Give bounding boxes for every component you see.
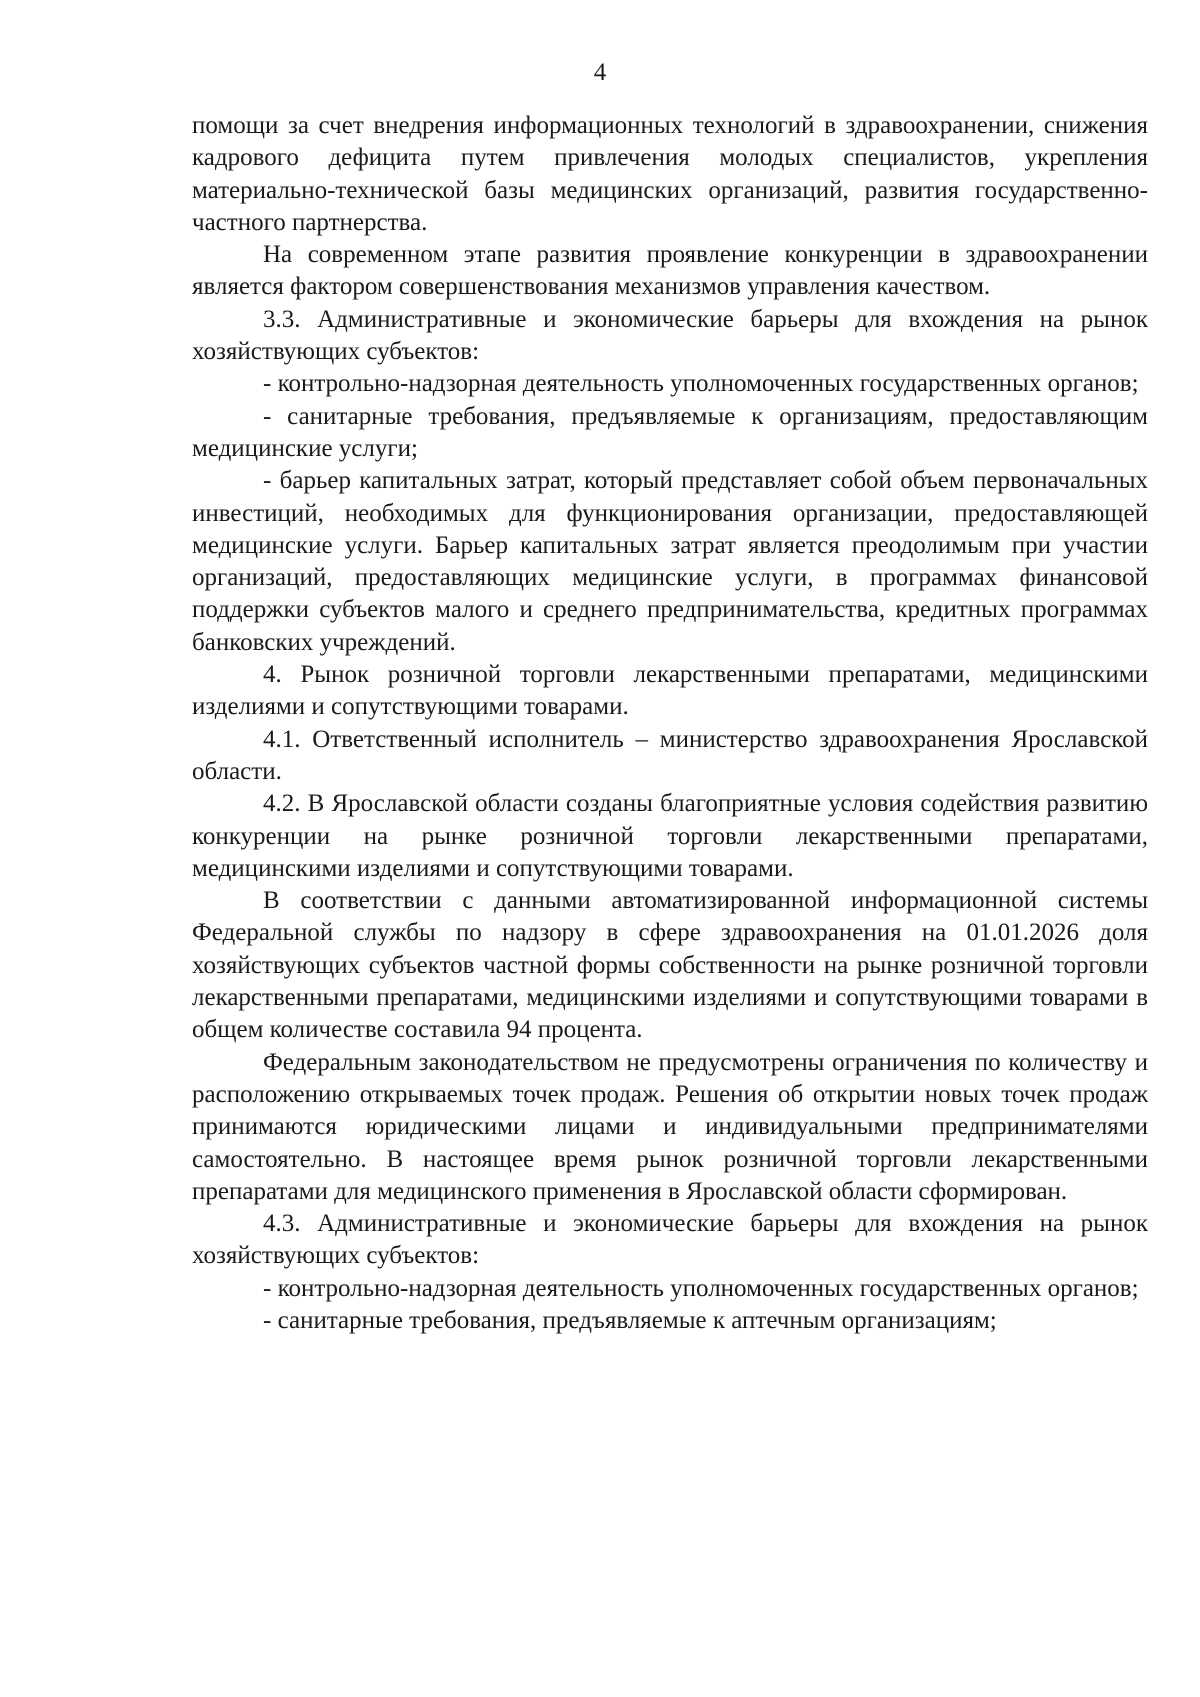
list-item: - санитарные требования, предъявляемые к аптечным организациям;: [263, 1306, 997, 1334]
document-body: [192, 110, 1148, 1337]
section-heading: 4. Рынок розничной торговли лекарственными препаратами, медицинскими изделиями и сопутствующими товарами.: [192, 661, 1148, 721]
paragraph: 4.2. В Ярославской области созданы благоприятные условия содействия развитию конкуренции на рынке розничной торговли лекарственными препаратами, медицинскими изделиями и сопутствующими товарами.: [192, 790, 1148, 882]
paragraph: 3.3. Административные и экономические барьеры для вхождения на рынок хозяйствующих субъектов:: [192, 305, 1148, 366]
paragraph: помощи за счет внедрения информационных технологий в здравоохранении, снижения кадрового дефицита путем привлечения молодых специалистов, укрепления материально-технической базы медицинских организаций, развития государственно-частного партнерства.: [192, 112, 1148, 236]
paragraph: На современном этапе развития проявление конкуренции в здравоохранении является фактором совершенствования механизмов управления качеством.: [192, 241, 1148, 301]
paragraph: Федеральным законодательством не предусмотрены ограничения по количеству и расположению открываемых точек продаж. Решения об открытии новых точек продаж принимаются юридическими лицами и индивидуальными предпринимателями самостоятельно. В настоящее время рынок розничной торговли лекарственными препаратами для медицинского применения в Ярославской области сформирован.: [192, 1048, 1148, 1205]
list-item: - контрольно-надзорная деятельность уполномоченных государственных органов;: [263, 1274, 1139, 1302]
page-number: 4: [593, 59, 607, 86]
paragraph: 4.1. Ответственный исполнитель – министерство здравоохранения Ярославской области.: [192, 725, 1148, 785]
paragraph: В соответствии с данными автоматизированной информационной системы Федеральной службы по надзору в сфере здравоохранения на 01.01.2026 доля хозяйствующих субъектов частной формы собственности на рынке розничной торговли лекарственными препаратами, медицинскими изделиями и сопутствующими товарами в общем количестве составила 94 процента.: [192, 887, 1148, 1044]
list-item: - барьер капитальных затрат, который представляет собой объем первоначальных инвестиций, необходимых для функционирования организации, предоставляющей медицинские услуги. Барьер капитальных затрат является преодолимым при участии организаций, предоставляющих медицинские услуги, в программах финансовой поддержки субъектов малого и среднего предпринимательства, кредитных программах банковских учреждений.: [192, 467, 1148, 656]
paragraph: 4.3. Административные и экономические барьеры для вхождения на рынок хозяйствующих субъектов:: [192, 1210, 1148, 1270]
list-item: - контрольно-надзорная деятельность уполномоченных государственных органов;: [263, 370, 1139, 398]
list-item: - санитарные требования, предъявляемые к организациям, предоставляющим медицинские услуги;: [192, 402, 1148, 462]
